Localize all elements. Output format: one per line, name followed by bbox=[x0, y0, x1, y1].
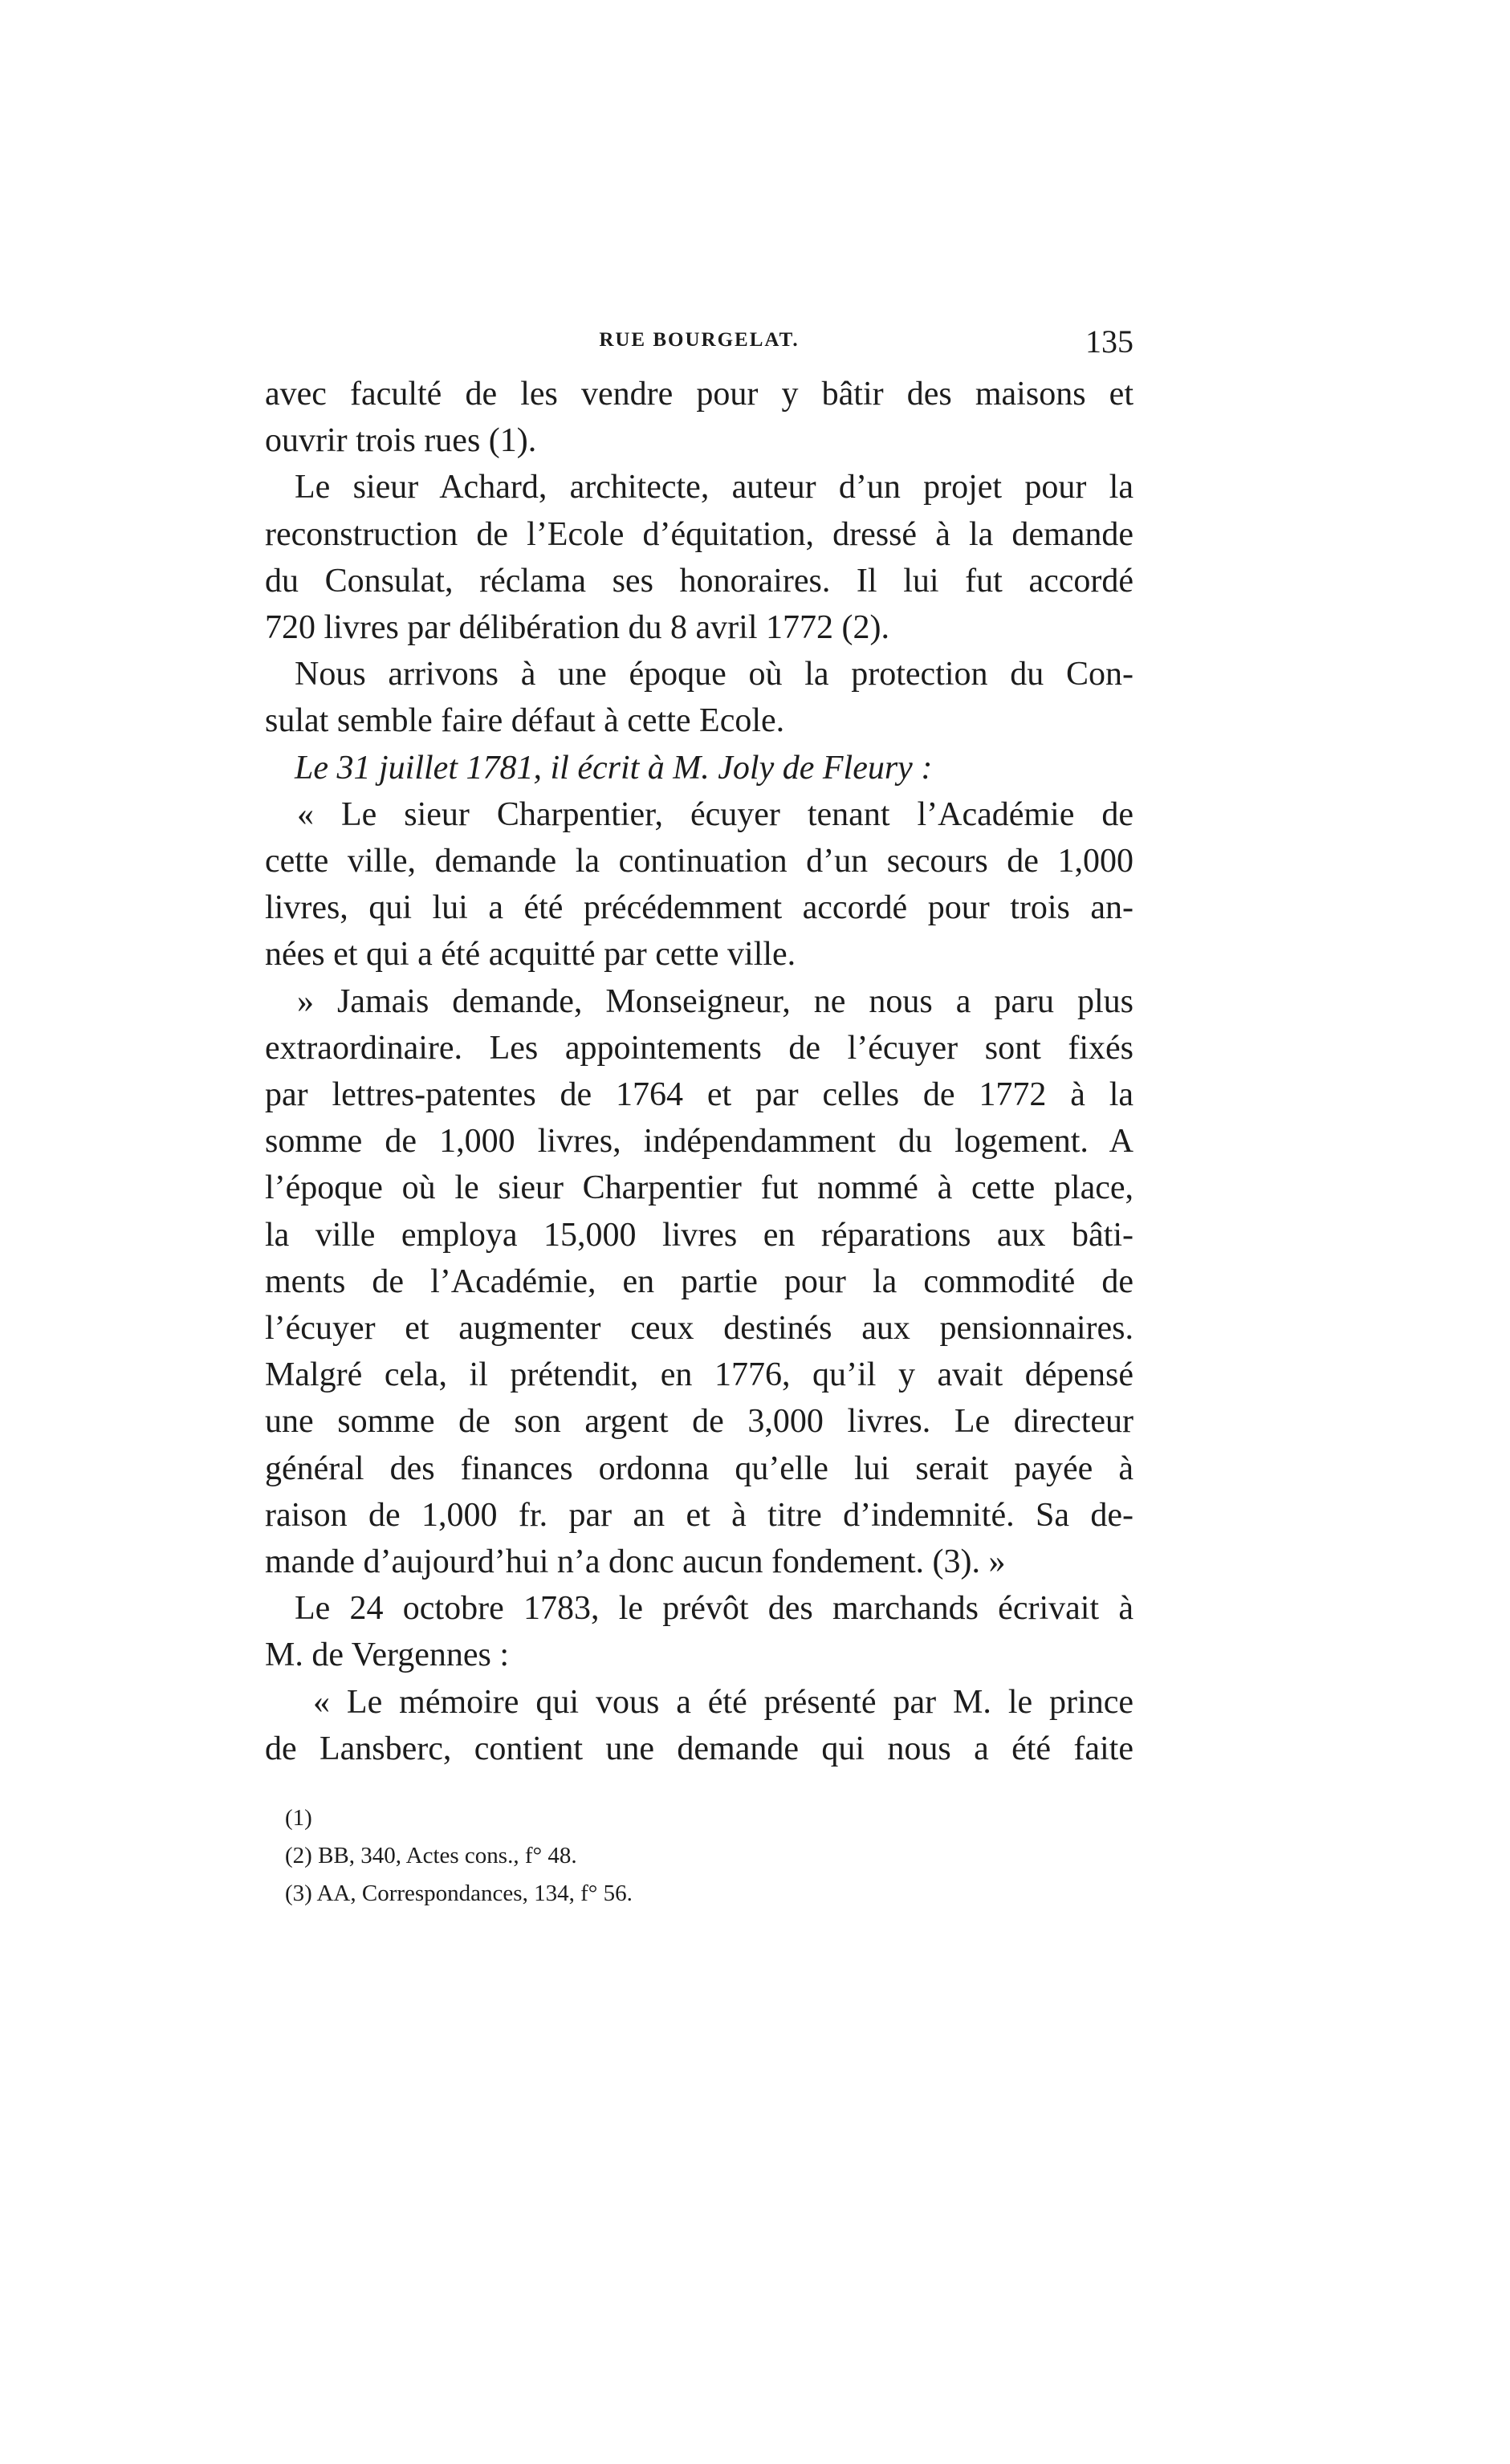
text-line: « Le sieur Charpentier, écuyer tenant l’Académie de bbox=[297, 795, 1134, 833]
running-title: RUE BOURGELAT. bbox=[599, 329, 800, 351]
text-line: ments de l’Académie, en partie pour la commodité de bbox=[265, 1262, 1134, 1300]
text-line: somme de 1,000 livres, indépendamment du logement. A bbox=[265, 1123, 1134, 1161]
text-line: nées et qui a été acquitté par cette ville. bbox=[265, 936, 796, 974]
text-line: reconstruction de l’Ecole d’équitation, dressé à la demande bbox=[265, 515, 1134, 553]
text-line: l’écuyer et augmenter ceux destinés aux pensionnaires. bbox=[265, 1310, 1134, 1348]
text-line: « Le mémoire qui vous a été présenté par M. le prince bbox=[313, 1683, 1134, 1721]
text-line: une somme de son argent de 3,000 livres. Le directeur bbox=[265, 1403, 1134, 1441]
page-number: 135 bbox=[1085, 323, 1134, 360]
text-line: » Jamais demande, Monseigneur, ne nous a paru plus bbox=[297, 982, 1134, 1020]
text-line: mande d’aujourd’hui n’a donc aucun fondement. (3). » bbox=[265, 1543, 1006, 1581]
running-header bbox=[265, 323, 1134, 369]
text-line: cette ville, demande la continuation d’un secours de 1,000 bbox=[265, 843, 1134, 880]
text-line: M. de Vergennes : bbox=[265, 1637, 510, 1674]
text-line: Nous arrivons à une époque où la protection du Con- bbox=[295, 656, 1134, 693]
footnote: (2) BB, 340, Actes cons., f° 48. bbox=[285, 1843, 577, 1868]
text-line: avec faculté de les vendre pour y bâtir des maisons et bbox=[265, 376, 1134, 413]
text-line: Le 24 octobre 1783, le prévôt des marchands écrivait à bbox=[295, 1590, 1134, 1628]
text-line: livres, qui lui a été précédemment accordé pour trois an- bbox=[265, 889, 1134, 927]
footnote: (1) bbox=[285, 1805, 312, 1831]
footnotes bbox=[285, 1799, 1007, 1913]
text-line: général des finances ordonna qu’elle lui serait payée à bbox=[265, 1450, 1134, 1487]
text-line: ouvrir trois rues (1). bbox=[265, 422, 537, 460]
text-line: du Consulat, réclama ses honoraires. Il lui fut accordé bbox=[265, 562, 1134, 600]
text-line: sulat semble faire défaut à cette Ecole. bbox=[265, 702, 785, 740]
text-line: Le 31 juillet 1781, il écrit à M. Joly de Fleury : bbox=[295, 749, 933, 787]
text-line: Le sieur Achard, architecte, auteur d’un projet pour la bbox=[295, 469, 1134, 506]
text-line: l’époque où le sieur Charpentier fut nommé à cette place, bbox=[265, 1169, 1134, 1207]
text-line: de Lansberc, contient une demande qui nous a été faite bbox=[265, 1730, 1134, 1767]
text-line: raison de 1,000 fr. par an et à titre d’indemnité. Sa de- bbox=[265, 1496, 1134, 1534]
text-line: par lettres-patentes de 1764 et par celles de 1772 à la bbox=[265, 1076, 1134, 1114]
footnote: (3) AA, Correspondances, 134, f° 56. bbox=[285, 1881, 633, 1906]
text-line: 720 livres par délibération du 8 avril 1772 (2). bbox=[265, 609, 889, 647]
text-line: extraordinaire. Les appointements de l’écuyer sont fixés bbox=[265, 1029, 1134, 1067]
text-line: Malgré cela, il prétendit, en 1776, qu’il y avait dépensé bbox=[265, 1356, 1134, 1394]
body-text bbox=[265, 371, 1134, 1772]
text-line: la ville employa 15,000 livres en réparations aux bâti- bbox=[265, 1216, 1134, 1254]
